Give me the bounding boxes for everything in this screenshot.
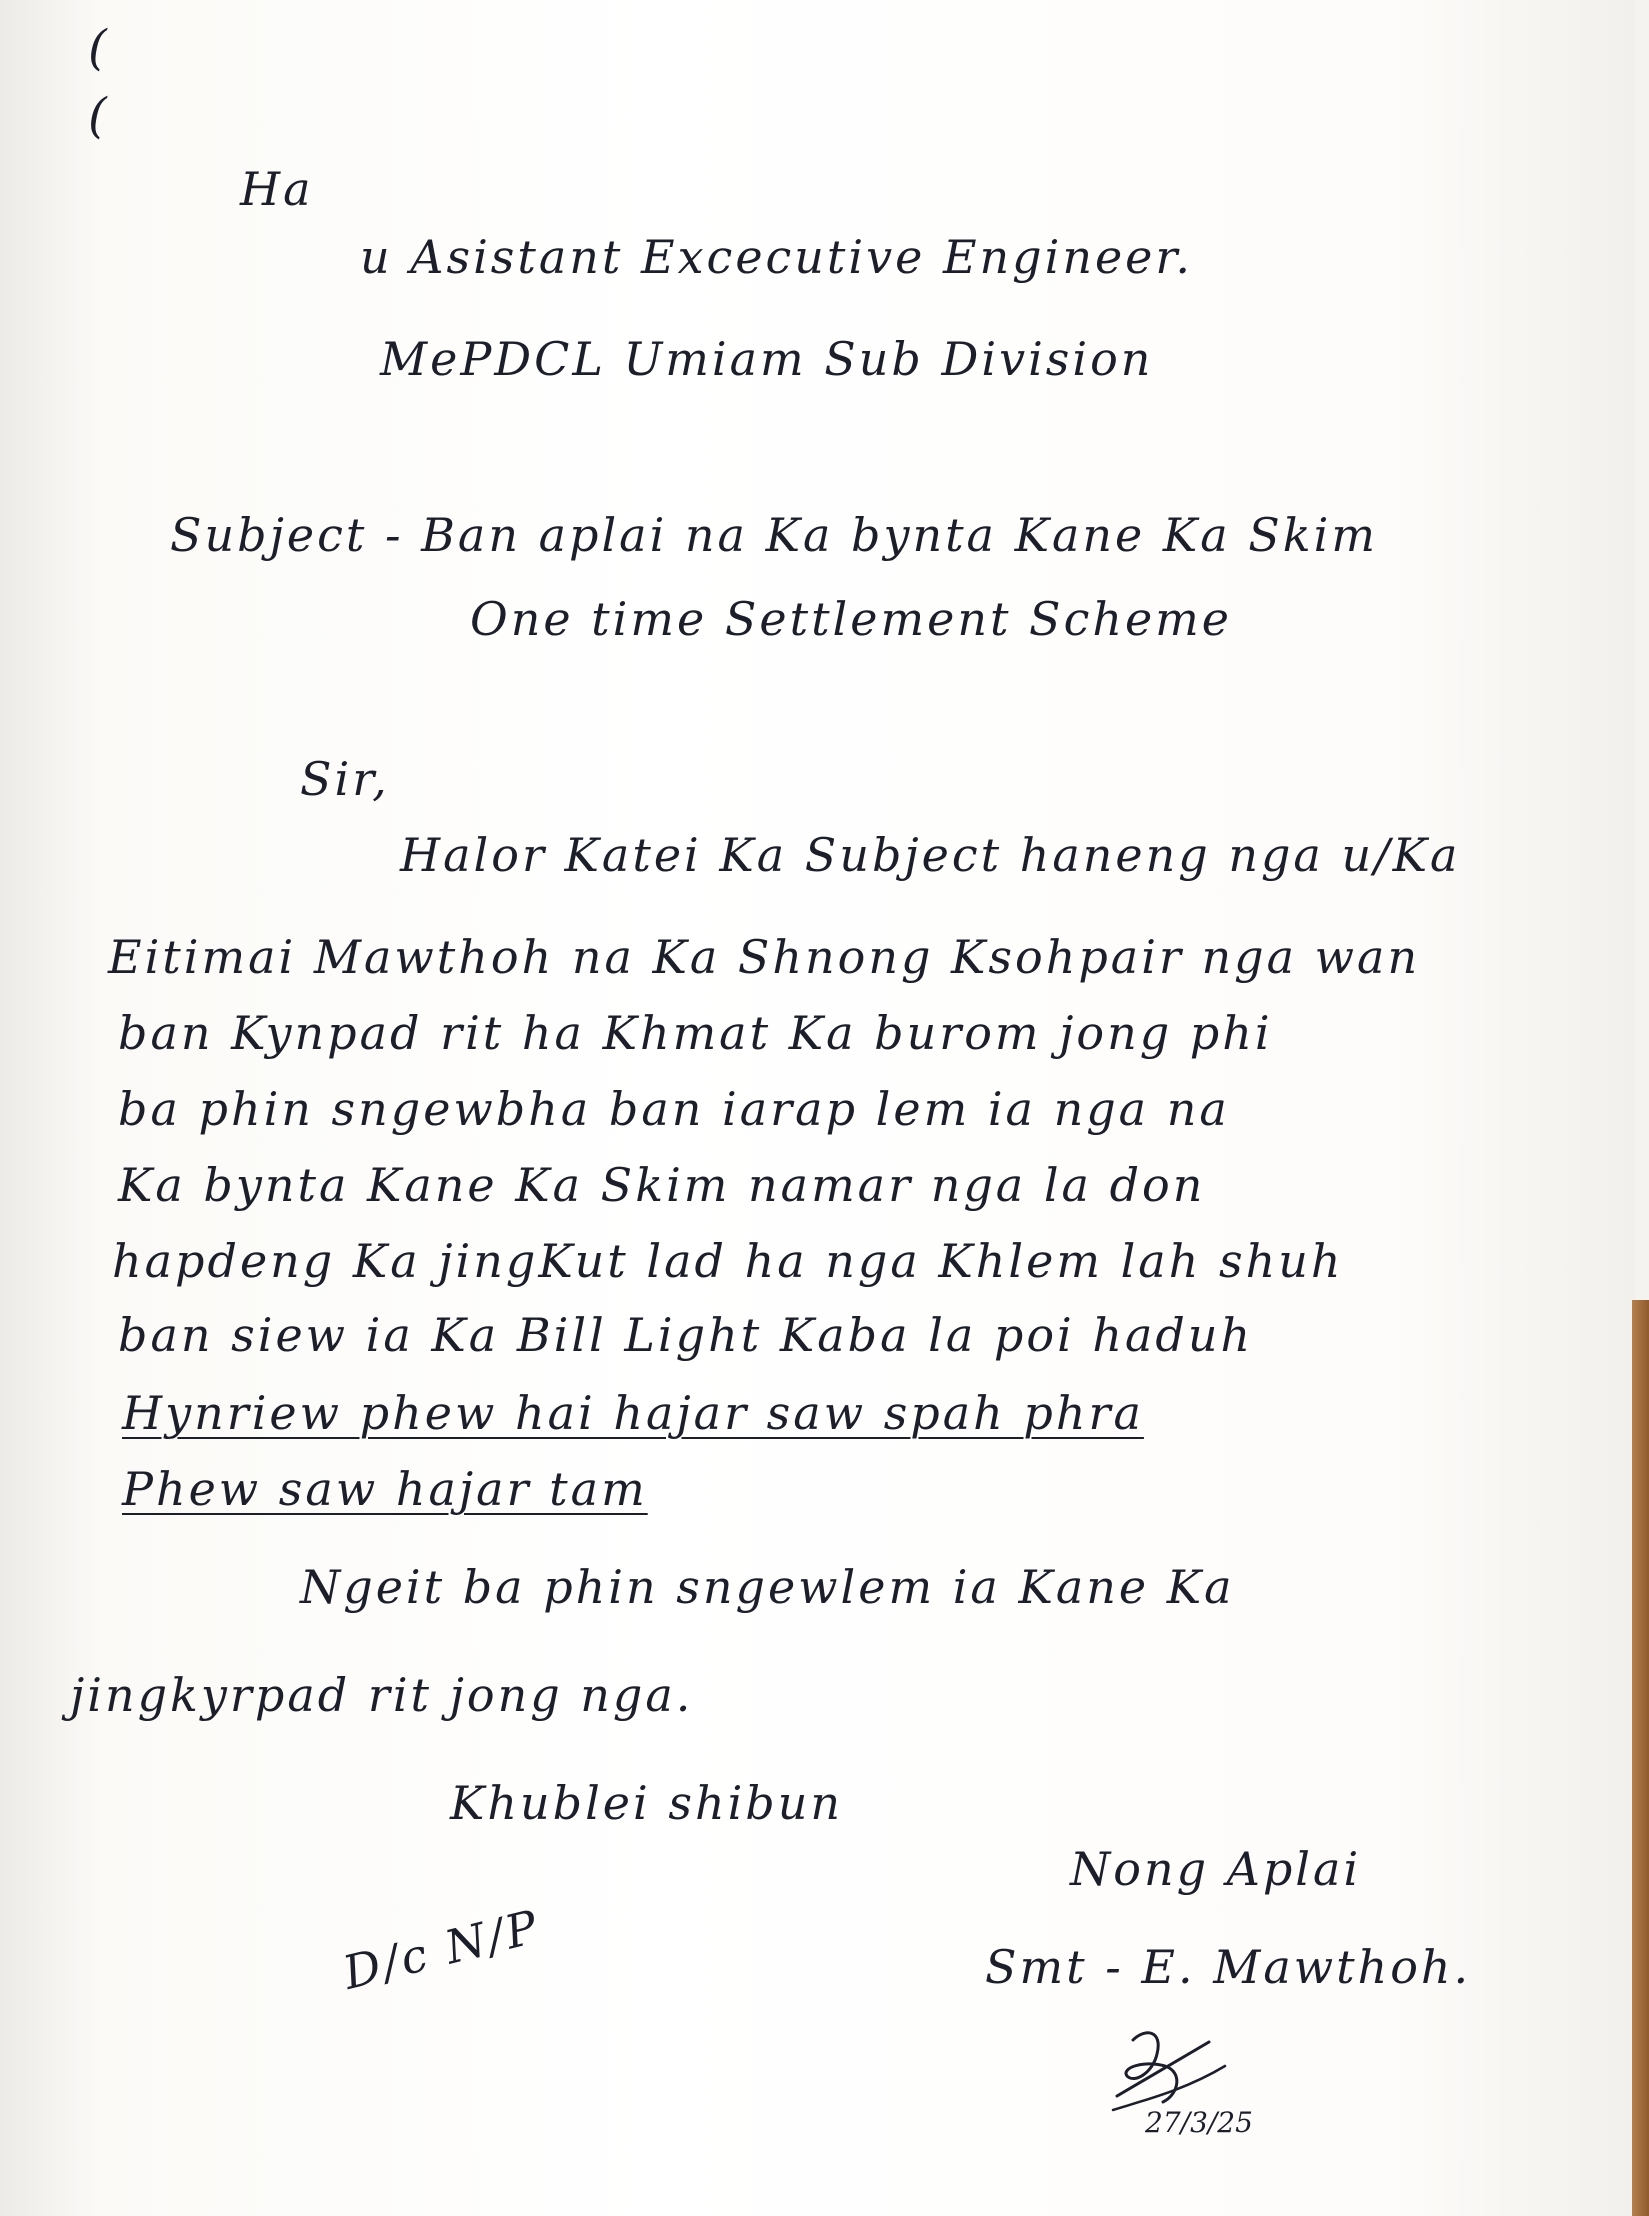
margin-note: D/c N/P [337, 1898, 546, 2000]
applicant-name: Smt - E. Mawthoh. [985, 1940, 1472, 1994]
body-line-6: hapdeng Ka jingKut lad ha nga Khlem lah shuh [112, 1234, 1344, 1288]
to-line: Ha [240, 162, 314, 216]
body-line-3: ban Kynpad rit ha Khmat Ka burom jong phi [118, 1006, 1273, 1060]
closing-para-line-1: Ngeit ba phin sngewlem ia Kane Ka [300, 1560, 1235, 1614]
body-line-9: Phew saw hajar tam [122, 1462, 648, 1516]
closing-line: Khublei shibun [450, 1776, 843, 1830]
body-line-1: Halor Katei Ka Subject haneng nga u/Ka [400, 828, 1461, 882]
body-line-4: ba phin sngewbha ban iarap lem ia nga na [118, 1082, 1230, 1136]
body-line-2: Eitimai Mawthoh na Ka Shnong Ksohpair nga wan [108, 930, 1421, 984]
greeting: Sir, [300, 752, 390, 806]
corner-mark-2: ( [88, 88, 107, 144]
signature-scribble-icon [1105, 2020, 1275, 2140]
signature [1105, 2020, 1275, 2144]
corner-mark-1: ( [88, 20, 107, 76]
address-line-2: MePDCL Umiam Sub Division [380, 332, 1154, 386]
applicant-label: Nong Aplai [1070, 1842, 1362, 1896]
body-line-5: Ka bynta Kane Ka Skim namar nga la don [118, 1158, 1206, 1212]
subject-line-2: One time Settlement Scheme [470, 592, 1233, 646]
address-line-1: u Asistant Excecutive Engineer. [360, 230, 1193, 284]
signature-date: 27/3/25 [1145, 2106, 1253, 2139]
subject-line-1: Subject - Ban aplai na Ka bynta Kane Ka Skim [170, 508, 1378, 562]
body-line-8: Hynriew phew hai hajar saw spah phra [122, 1386, 1144, 1440]
desk-edge [1632, 1300, 1649, 2216]
closing-para-line-2: jingkyrpad rit jong nga. [70, 1668, 694, 1722]
body-line-7: ban siew ia Ka Bill Light Kaba la poi haduh [118, 1308, 1254, 1362]
